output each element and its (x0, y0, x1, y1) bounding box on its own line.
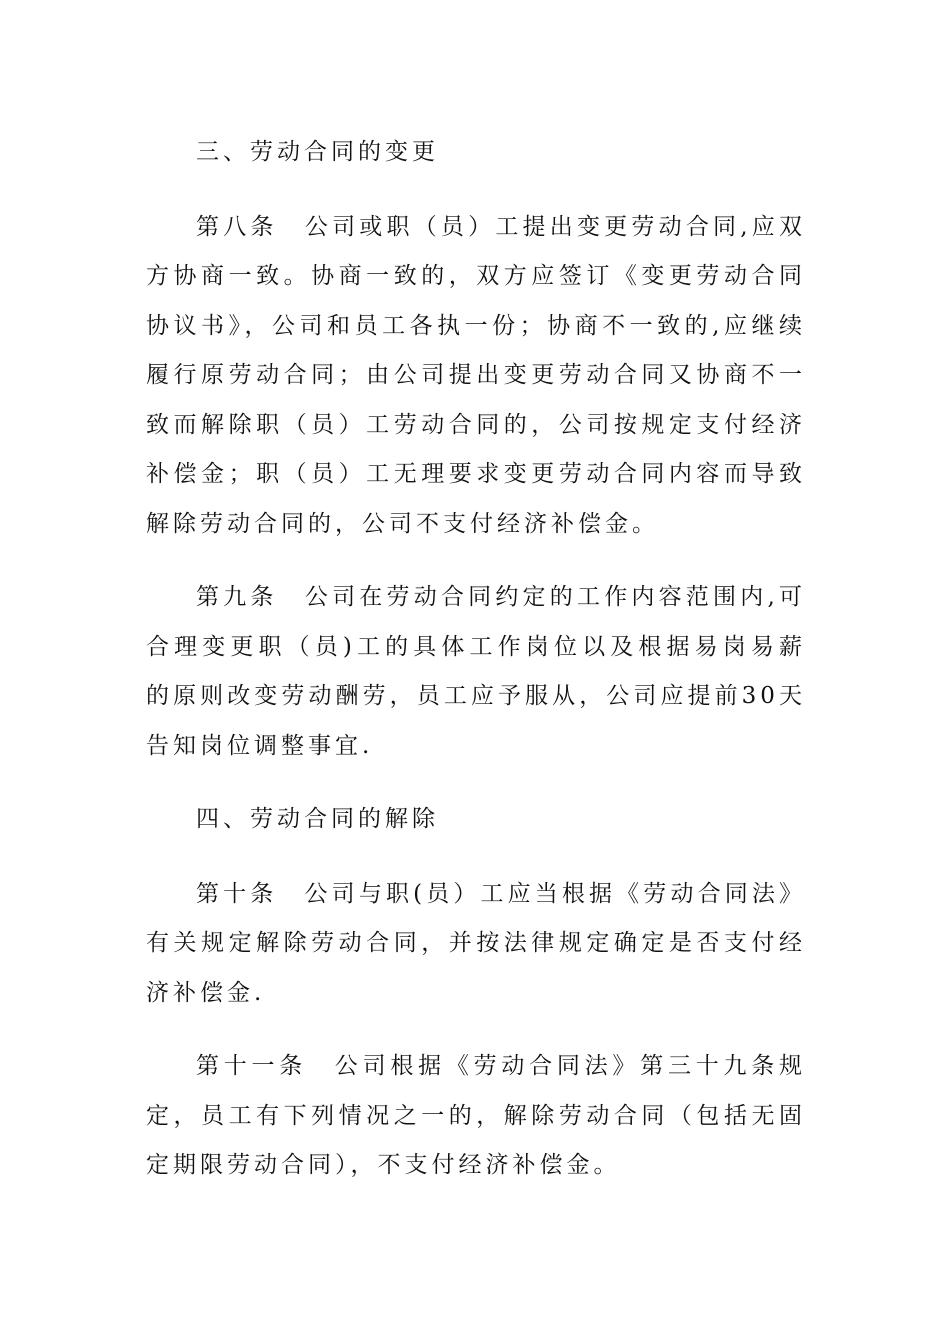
document-page (146, 128, 806, 1215)
article-9: 第九条 公司在劳动合同约定的工作内容范围内,可合理变更职（员)工的具体工作岗位以及根据易岗易薪的原则改变劳动酬劳，员工应予服从，公司应提前30天告知岗位调整事宜. (146, 584, 806, 759)
article-10: 第十条 公司与职(员）工应当根据《劳动合同法》有关规定解除劳动合同，并按法律规定确定是否支付经济补偿金. (146, 880, 806, 1006)
article-8: 第八条 公司或职（员）工提出变更劳动合同,应双方协商一致。协商一致的，双方应签订《变更劳动合同协议书》，公司和员工各执一份；协商不一致的,应继续履行原劳动合同；由公司提出变更劳动合同又协商不一致而解除职（员）工劳动合同的，公司按规定支付经济补偿金；职（员）工无理要求变更劳动合同内容而导致解除劳动合同的，公司不支付经济补偿金。 (146, 213, 806, 537)
article-11: 第十一条 公司根据《劳动合同法》第三十九条规定，员工有下列情况之一的，解除劳动合同（包括无固定期限劳动合同），不支付经济补偿金。 (146, 1053, 806, 1178)
section-heading-contract-change: 三、劳动合同的变更 (196, 139, 439, 165)
section-heading-contract-termination: 四、劳动合同的解除 (196, 806, 439, 832)
